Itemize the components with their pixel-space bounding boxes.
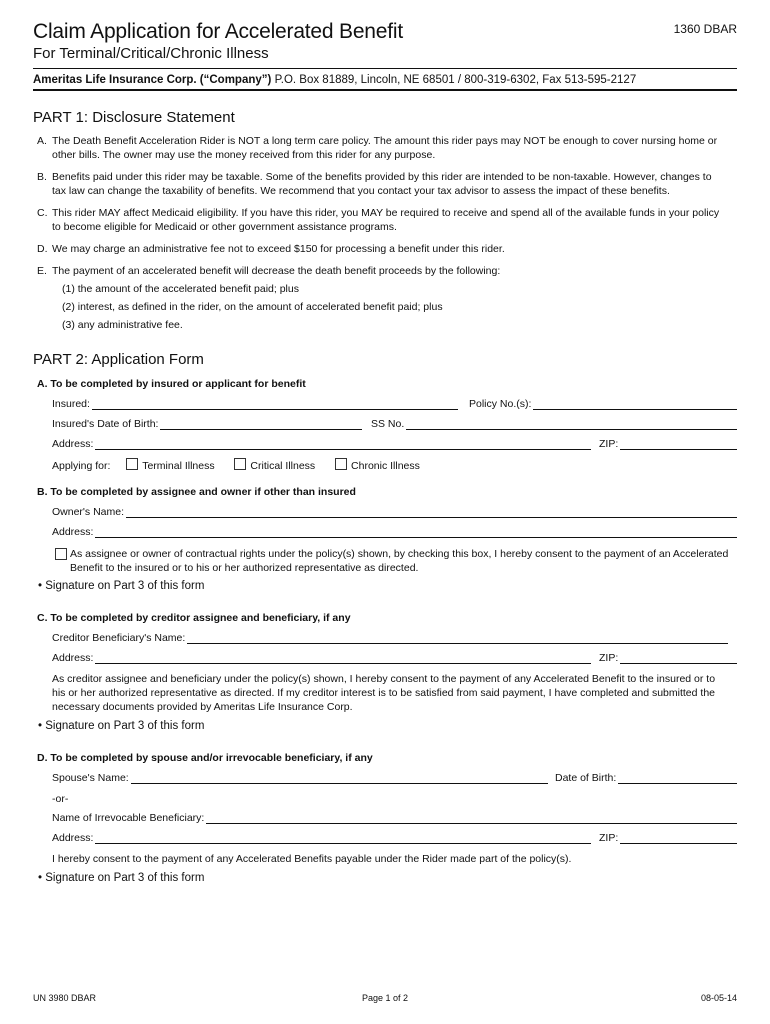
disclosure-subitem-1: (1) the amount of the accelerated benefit paid; plus xyxy=(62,283,299,295)
owner-consent: As assignee or owner of contractual rights under the policy(s) shown, by checking this box, I hereby consent to the payment of an Accelerated Benefit to the insured or to his or her authorized representative as directed. xyxy=(55,547,739,575)
spouse-address-input[interactable] xyxy=(95,833,591,844)
company-name: Ameritas Life Insurance Corp. (“Company”) xyxy=(33,74,272,86)
insured-address-field[interactable]: Address: xyxy=(52,438,591,450)
part2-heading: PART 2: Application Form xyxy=(33,351,204,368)
insured-input[interactable] xyxy=(92,399,458,410)
spouse-name-field[interactable]: Spouse's Name: xyxy=(52,772,548,784)
creditor-address-field[interactable]: Address: xyxy=(52,652,591,664)
section-d-signature-note: • Signature on Part 3 of this form xyxy=(38,872,205,884)
part1-heading: PART 1: Disclosure Statement xyxy=(33,109,235,126)
disclosure-item-e: E. The payment of an accelerated benefit will decrease the death benefit proceeds by the following: xyxy=(37,265,501,277)
owner-consent-checkbox[interactable] xyxy=(55,548,67,560)
policy-no-field[interactable]: Policy No.(s): xyxy=(469,398,737,410)
ssn-input[interactable] xyxy=(406,419,737,430)
spouse-name-input[interactable] xyxy=(131,773,548,784)
creditor-zip-field[interactable]: ZIP: xyxy=(599,652,737,664)
owner-name-input[interactable] xyxy=(126,507,737,518)
company-address: P.O. Box 81889, Lincoln, NE 68501 / 800-319-6302, Fax 513-595-2127 xyxy=(274,74,637,86)
creditor-address-input[interactable] xyxy=(95,653,591,664)
insured-dob-input[interactable] xyxy=(160,419,362,430)
form-title: Claim Application for Accelerated Benefit xyxy=(33,20,404,43)
form-subtitle: For Terminal/Critical/Chronic Illness xyxy=(33,45,269,62)
policy-no-input[interactable] xyxy=(533,399,737,410)
critical-illness-checkbox[interactable] xyxy=(234,458,246,470)
irrevocable-beneficiary-field[interactable]: Name of Irrevocable Beneficiary: xyxy=(52,812,737,824)
section-b-signature-note: • Signature on Part 3 of this form xyxy=(38,580,205,592)
section-d-heading: D. To be completed by spouse and/or irrevocable beneficiary, if any xyxy=(37,752,373,764)
or-separator: -or- xyxy=(52,793,69,805)
disclosure-item-d: D. We may charge an administrative fee not to exceed $150 for processing a benefit under this rider. xyxy=(37,243,505,255)
disclosure-item-b: B. Benefits paid under this rider may be taxable. Some of the benefits provided by this rider are intended to be non-taxable. However, changes to tax law can change the taxability of benefits. We recommend that you contact your tax advisor to assess the impact of these benefits. xyxy=(37,171,712,197)
company-line xyxy=(33,74,636,86)
creditor-consent-text: As creditor assignee and beneficiary under the policy(s) shown, I hereby consent to the payment of any Accelerated Benefit to the insured or to his or her authorized representative as directed. If my creditor interest is to be satisfied from said payment, I have completed and submitted the necessary documents provided by Ameritas Life Insurance Corp. xyxy=(52,673,716,713)
spouse-consent-text: I hereby consent to the payment of any Accelerated Benefits payable under the Rider made part of the policy(s). xyxy=(52,853,572,865)
section-a-heading: A. To be completed by insured or applicant for benefit xyxy=(37,378,306,390)
insured-address-input[interactable] xyxy=(95,439,591,450)
insured-zip-field[interactable]: ZIP: xyxy=(599,438,737,450)
insured-zip-input[interactable] xyxy=(620,439,737,450)
owner-address-field[interactable]: Address: xyxy=(52,526,737,538)
header-divider-thick xyxy=(33,89,737,91)
footer-form-code: UN 3980 DBAR xyxy=(33,993,97,1003)
owner-address-input[interactable] xyxy=(95,527,737,538)
spouse-dob-input[interactable] xyxy=(618,773,737,784)
disclosure-subitem-3: (3) any administrative fee. xyxy=(62,319,183,331)
terminal-illness-checkbox[interactable] xyxy=(126,458,138,470)
section-b-heading: B. To be completed by assignee and owner if other than insured xyxy=(37,486,356,498)
irrevocable-beneficiary-input[interactable] xyxy=(206,813,737,824)
creditor-name-field[interactable]: Creditor Beneficiary's Name: xyxy=(52,632,728,644)
chronic-illness-checkbox[interactable] xyxy=(335,458,347,470)
section-c-signature-note: • Signature on Part 3 of this form xyxy=(38,720,205,732)
insured-dob-field[interactable]: Insured's Date of Birth: xyxy=(52,418,362,430)
form-number: 1360 DBAR xyxy=(673,22,737,36)
spouse-dob-field[interactable]: Date of Birth: xyxy=(555,772,737,784)
footer-date: 08-05-14 xyxy=(700,993,737,1003)
creditor-name-input[interactable] xyxy=(187,633,728,644)
spouse-zip-field[interactable]: ZIP: xyxy=(599,832,737,844)
insured-field[interactable]: Insured: xyxy=(52,398,458,410)
disclosure-item-a: A. The Death Benefit Acceleration Rider is NOT a long term care policy. The amount this rider pays may NOT be enough to cover nursing home or other bills. The owner may use the money received from this rider for any purpose. xyxy=(37,135,718,161)
header-divider xyxy=(33,68,737,69)
spouse-address-field[interactable]: Address: xyxy=(52,832,591,844)
applying-for-row: Applying for: Terminal Illness Critical Illness Chronic Illness xyxy=(52,460,420,472)
disclosure-subitem-2: (2) interest, as defined in the rider, on the amount of accelerated benefit paid; plus xyxy=(62,301,443,313)
creditor-zip-input[interactable] xyxy=(620,653,737,664)
spouse-zip-input[interactable] xyxy=(620,833,737,844)
footer-page-number: Page 1 of 2 xyxy=(361,993,409,1003)
section-c-heading: C. To be completed by creditor assignee and beneficiary, if any xyxy=(37,612,351,624)
ssn-field[interactable]: SS No. xyxy=(371,418,737,430)
owner-name-field[interactable]: Owner's Name: xyxy=(52,506,737,518)
disclosure-item-c: C. This rider MAY affect Medicaid eligibility. If you have this rider, you MAY be required to receive and spend all of the available funds in your policy to become eligible for Medicaid or other government assistance programs. xyxy=(37,207,720,233)
